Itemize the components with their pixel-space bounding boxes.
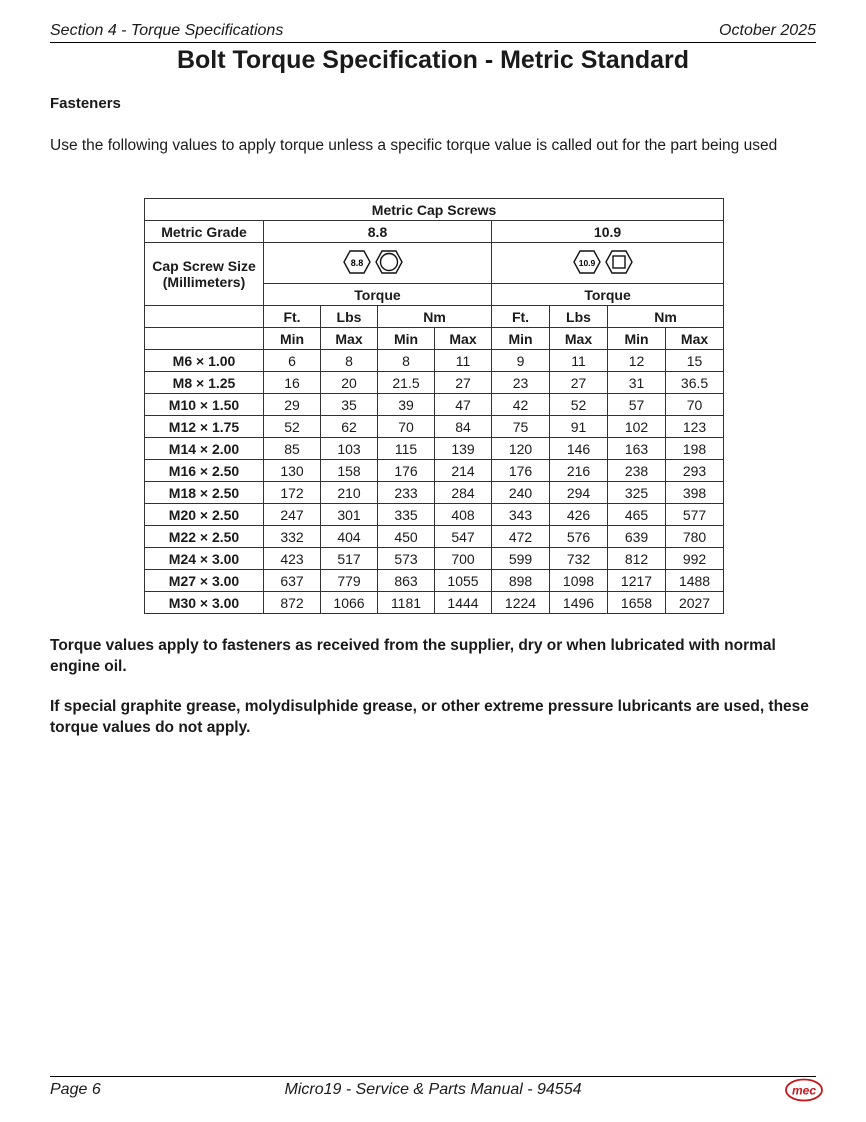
torque-value: 517: [321, 548, 378, 570]
table-caption: Metric Cap Screws: [145, 199, 724, 221]
torque-value: 84: [435, 416, 492, 438]
section-subtitle: Fasteners: [50, 95, 121, 112]
torque-value: 472: [492, 526, 550, 548]
cap-screw-size: M10 × 1.50: [145, 394, 264, 416]
torque-value: 1066: [321, 592, 378, 614]
torque-value: 294: [550, 482, 608, 504]
cap-screw-size: M8 × 1.25: [145, 372, 264, 394]
torque-value: 210: [321, 482, 378, 504]
torque-value: 335: [378, 504, 435, 526]
torque-value: 16: [264, 372, 321, 394]
note-special-lubricants: If special graphite grease, molydisulphide grease, or other extreme pressure lubricants are used, these torque values do not apply.: [50, 698, 809, 736]
torque-value: 15: [666, 350, 724, 372]
torque-value: 70: [378, 416, 435, 438]
torque-value: 343: [492, 504, 550, 526]
torque-value: 325: [608, 482, 666, 504]
torque-value: 779: [321, 570, 378, 592]
cap-screw-size: M16 × 2.50: [145, 460, 264, 482]
torque-value: 577: [666, 504, 724, 526]
lbs-label-a: Lbs: [321, 306, 378, 328]
torque-value: 62: [321, 416, 378, 438]
table-row: [145, 504, 724, 526]
torque-value: 1224: [492, 592, 550, 614]
torque-value: 240: [492, 482, 550, 504]
torque-value: 12: [608, 350, 666, 372]
torque-value: 176: [378, 460, 435, 482]
svg-text:8.8: 8.8: [350, 257, 363, 268]
torque-value: 27: [550, 372, 608, 394]
max-label: Max: [321, 328, 378, 350]
ft-label-a: Ft.: [264, 306, 321, 328]
torque-value: 639: [608, 526, 666, 548]
torque-value: 1098: [550, 570, 608, 592]
torque-value: 70: [666, 394, 724, 416]
manual-title: Micro19 - Service & Parts Manual - 94554: [284, 1081, 582, 1098]
page-footer: [50, 1076, 816, 1103]
torque-value: 599: [492, 548, 550, 570]
torque-value: 47: [435, 394, 492, 416]
torque-value: 11: [435, 350, 492, 372]
blank-cell: [145, 306, 264, 328]
table-row: [145, 482, 724, 504]
torque-value: 8: [378, 350, 435, 372]
cap-screw-size: M6 × 1.00: [145, 350, 264, 372]
page-header: [50, 22, 816, 43]
torque-value: 27: [435, 372, 492, 394]
torque-value: 863: [378, 570, 435, 592]
min-label: Min: [492, 328, 550, 350]
header-date: October 2025: [719, 22, 816, 39]
torque-value: 91: [550, 416, 608, 438]
cap-screw-size: M30 × 3.00: [145, 592, 264, 614]
torque-value: 812: [608, 548, 666, 570]
page-number: Page 6: [50, 1081, 101, 1098]
torque-value: 301: [321, 504, 378, 526]
torque-value: 284: [435, 482, 492, 504]
torque-value: 216: [550, 460, 608, 482]
torque-value: 163: [608, 438, 666, 460]
torque-value: 332: [264, 526, 321, 548]
torque-value: 898: [492, 570, 550, 592]
torque-value: 293: [666, 460, 724, 482]
torque-value: 426: [550, 504, 608, 526]
torque-value: 198: [666, 438, 724, 460]
grade-b-bolt-icons: [492, 243, 724, 284]
torque-value: 872: [264, 592, 321, 614]
max-label: Max: [666, 328, 724, 350]
svg-text:mec: mec: [791, 1083, 817, 1098]
torque-value: 637: [264, 570, 321, 592]
torque-label-b: Torque: [492, 284, 724, 306]
torque-value: 31: [608, 372, 666, 394]
torque-value: 423: [264, 548, 321, 570]
torque-value: 57: [608, 394, 666, 416]
page-title: Bolt Torque Specification - Metric Standard: [176, 46, 690, 74]
cap-screw-size: M24 × 3.00: [145, 548, 264, 570]
torque-value: 1444: [435, 592, 492, 614]
nm-label-b: Nm: [608, 306, 724, 328]
table-row: [145, 350, 724, 372]
torque-value: 35: [321, 394, 378, 416]
cap-screw-size: M27 × 3.00: [145, 570, 264, 592]
torque-value: 139: [435, 438, 492, 460]
torque-value: 576: [550, 526, 608, 548]
torque-value: 1217: [608, 570, 666, 592]
torque-value: 450: [378, 526, 435, 548]
torque-value: 11: [550, 350, 608, 372]
cap-screw-size: M12 × 1.75: [145, 416, 264, 438]
cap-screw-size: M14 × 2.00: [145, 438, 264, 460]
torque-value: 465: [608, 504, 666, 526]
cap-screw-size: M20 × 2.50: [145, 504, 264, 526]
cap-screw-size: M18 × 2.50: [145, 482, 264, 504]
table-body: [145, 350, 724, 614]
torque-value: 398: [666, 482, 724, 504]
torque-value: 39: [378, 394, 435, 416]
torque-value: 176: [492, 460, 550, 482]
blank-cell: [145, 328, 264, 350]
torque-value: 29: [264, 394, 321, 416]
max-label: Max: [435, 328, 492, 350]
torque-value: 75: [492, 416, 550, 438]
lbs-label-b: Lbs: [550, 306, 608, 328]
torque-value: 102: [608, 416, 666, 438]
bolt-head-10-9-icon: [568, 246, 648, 278]
torque-value: 547: [435, 526, 492, 548]
torque-value: 1496: [550, 592, 608, 614]
torque-value: 8: [321, 350, 378, 372]
section-label: Section 4 - Torque Specifications: [50, 22, 284, 39]
torque-value: 103: [321, 438, 378, 460]
size-header: [145, 243, 264, 306]
min-label: Min: [378, 328, 435, 350]
table-row: [145, 592, 724, 614]
torque-value: 120: [492, 438, 550, 460]
torque-table: [144, 198, 724, 614]
table-row: [145, 394, 724, 416]
note-dry-lubrication: Torque values apply to fasteners as received from the supplier, dry or when lubricated with normal engine oil.: [50, 637, 776, 675]
torque-value: 9: [492, 350, 550, 372]
table-row: [145, 570, 724, 592]
intro-paragraph: Use the following values to apply torque unless a specific torque value is called out for the part being used: [50, 137, 778, 154]
torque-value: 130: [264, 460, 321, 482]
torque-value: 233: [378, 482, 435, 504]
torque-value: 42: [492, 394, 550, 416]
torque-value: 247: [264, 504, 321, 526]
torque-value: 780: [666, 526, 724, 548]
torque-value: 1488: [666, 570, 724, 592]
min-label: Min: [264, 328, 321, 350]
min-label: Min: [608, 328, 666, 350]
torque-value: 732: [550, 548, 608, 570]
max-label: Max: [550, 328, 608, 350]
torque-value: 36.5: [666, 372, 724, 394]
torque-value: 172: [264, 482, 321, 504]
table-row: [145, 438, 724, 460]
torque-label-a: Torque: [264, 284, 492, 306]
cap-screw-size: M22 × 2.50: [145, 526, 264, 548]
torque-value: 992: [666, 548, 724, 570]
torque-value: 20: [321, 372, 378, 394]
torque-value: 21.5: [378, 372, 435, 394]
mec-logo-icon: [784, 1078, 824, 1102]
torque-value: 158: [321, 460, 378, 482]
size-label-line1: Cap Screw Size: [152, 258, 256, 274]
torque-value: 1181: [378, 592, 435, 614]
torque-value: 123: [666, 416, 724, 438]
table-row: [145, 372, 724, 394]
ft-label-b: Ft.: [492, 306, 550, 328]
grade-a-bolt-icons: [264, 243, 492, 284]
nm-label-a: Nm: [378, 306, 492, 328]
grade-label: Metric Grade: [145, 221, 264, 243]
torque-value: 115: [378, 438, 435, 460]
table-row: [145, 526, 724, 548]
svg-text:10.9: 10.9: [578, 257, 595, 268]
torque-value: 52: [550, 394, 608, 416]
torque-value: 214: [435, 460, 492, 482]
torque-value: 700: [435, 548, 492, 570]
torque-value: 85: [264, 438, 321, 460]
torque-value: 6: [264, 350, 321, 372]
torque-value: 23: [492, 372, 550, 394]
torque-value: 52: [264, 416, 321, 438]
table-row: [145, 548, 724, 570]
torque-value: 146: [550, 438, 608, 460]
torque-value: 573: [378, 548, 435, 570]
table-row: [145, 460, 724, 482]
grade-a: 8.8: [264, 221, 492, 243]
torque-value: 1055: [435, 570, 492, 592]
table-row: [145, 416, 724, 438]
torque-value: 408: [435, 504, 492, 526]
grade-b: 10.9: [492, 221, 724, 243]
bolt-head-8-8-icon: [338, 246, 418, 278]
torque-value: 404: [321, 526, 378, 548]
torque-value: 1658: [608, 592, 666, 614]
torque-value: 2027: [666, 592, 724, 614]
torque-value: 238: [608, 460, 666, 482]
size-label-line2: (Millimeters): [162, 274, 246, 290]
